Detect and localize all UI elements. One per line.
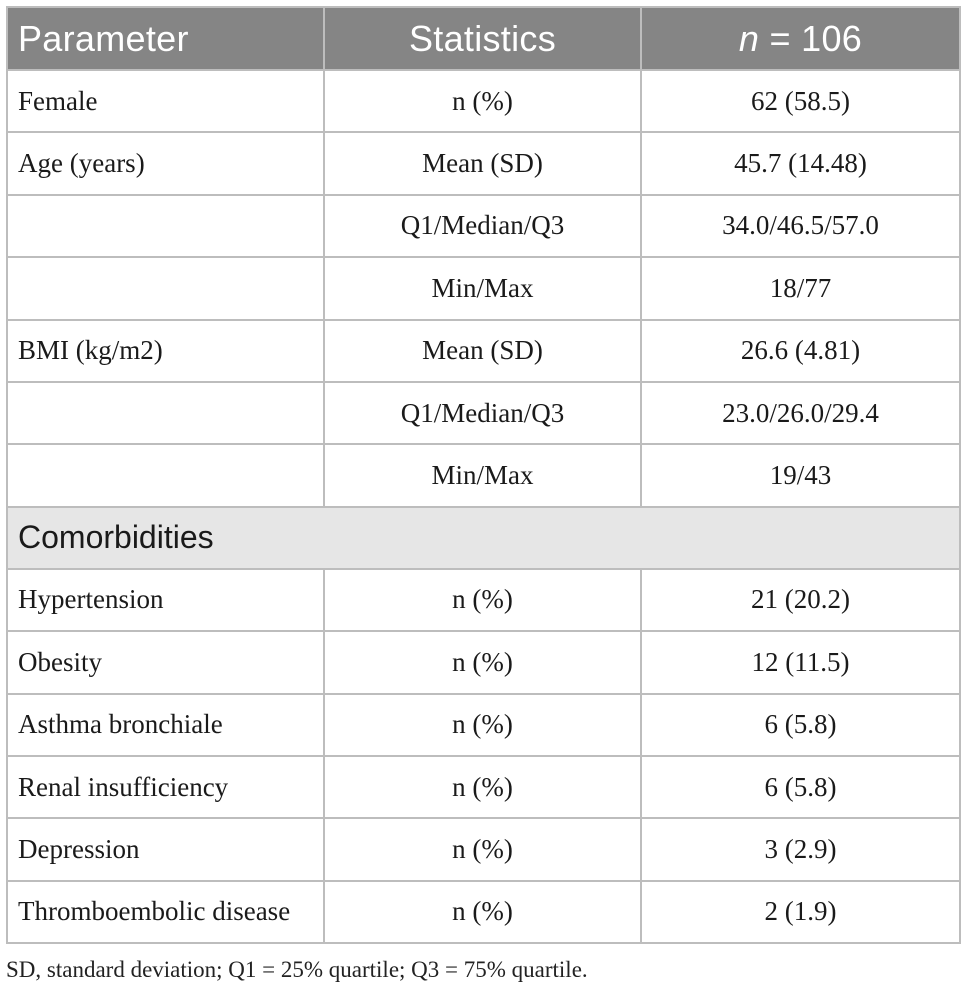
table-row <box>7 132 960 194</box>
row-parameter: Obesity <box>7 631 324 693</box>
row-parameter <box>7 195 324 257</box>
table-row <box>7 320 960 382</box>
row-parameter: Age (years) <box>7 132 324 194</box>
row-parameter <box>7 444 324 506</box>
row-value: 6 (5.8) <box>641 694 960 756</box>
section-row <box>7 507 960 569</box>
demographics-table <box>6 6 961 944</box>
row-statistics: Q1/Median/Q3 <box>324 382 641 444</box>
row-value: 2 (1.9) <box>641 881 960 943</box>
row-value: 18/77 <box>641 257 960 319</box>
row-parameter: Hypertension <box>7 569 324 631</box>
header-statistics: Statistics <box>324 7 641 70</box>
header-row <box>7 7 960 70</box>
row-statistics: Min/Max <box>324 444 641 506</box>
row-value: 23.0/26.0/29.4 <box>641 382 960 444</box>
row-statistics: Min/Max <box>324 257 641 319</box>
row-statistics: n (%) <box>324 569 641 631</box>
row-parameter: Renal insufficiency <box>7 756 324 818</box>
row-value: 3 (2.9) <box>641 818 960 880</box>
row-statistics: n (%) <box>324 881 641 943</box>
row-value: 45.7 (14.48) <box>641 132 960 194</box>
table-row <box>7 631 960 693</box>
row-value: 34.0/46.5/57.0 <box>641 195 960 257</box>
header-n-value: = 106 <box>759 17 863 59</box>
row-parameter <box>7 257 324 319</box>
row-parameter: Thromboembolic disease <box>7 881 324 943</box>
row-statistics: n (%) <box>324 694 641 756</box>
table-row <box>7 444 960 506</box>
header-n-symbol: n <box>738 17 760 59</box>
table-row <box>7 569 960 631</box>
table-footnote: SD, standard deviation; Q1 = 25% quartile; Q3 = 75% quartile. <box>6 957 588 982</box>
row-value: 12 (11.5) <box>641 631 960 693</box>
row-parameter <box>7 382 324 444</box>
table-row <box>7 818 960 880</box>
row-statistics: Q1/Median/Q3 <box>324 195 641 257</box>
table-row <box>7 70 960 132</box>
table-row <box>7 881 960 943</box>
row-parameter: Female <box>7 70 324 132</box>
section-title: Comorbidities <box>7 507 960 569</box>
table-row <box>7 756 960 818</box>
row-statistics: n (%) <box>324 818 641 880</box>
row-statistics: n (%) <box>324 631 641 693</box>
table-body <box>7 70 960 943</box>
table-row <box>7 257 960 319</box>
header-n <box>641 7 960 70</box>
table-header <box>7 7 960 70</box>
table-row <box>7 382 960 444</box>
row-parameter: BMI (kg/m2) <box>7 320 324 382</box>
header-parameter: Parameter <box>7 7 324 70</box>
table-row <box>7 694 960 756</box>
row-statistics: n (%) <box>324 70 641 132</box>
table-row <box>7 195 960 257</box>
row-value: 21 (20.2) <box>641 569 960 631</box>
row-statistics: n (%) <box>324 756 641 818</box>
row-parameter: Asthma bronchiale <box>7 694 324 756</box>
row-value: 6 (5.8) <box>641 756 960 818</box>
row-statistics: Mean (SD) <box>324 320 641 382</box>
row-parameter: Depression <box>7 818 324 880</box>
row-value: 26.6 (4.81) <box>641 320 960 382</box>
row-value: 19/43 <box>641 444 960 506</box>
row-statistics: Mean (SD) <box>324 132 641 194</box>
row-value: 62 (58.5) <box>641 70 960 132</box>
